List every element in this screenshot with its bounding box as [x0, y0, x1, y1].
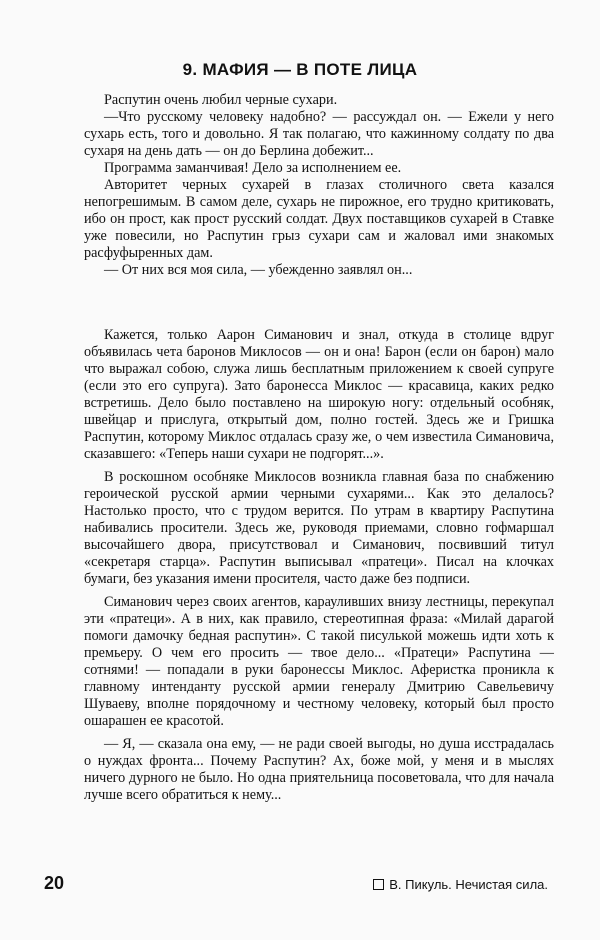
chapter-title: 9. МАФИЯ — В ПОТЕ ЛИЦА	[182, 60, 418, 79]
epigraph-paragraph: — От них вся моя сила, — убежденно заявлял он...	[104, 262, 413, 278]
epigraph-section	[84, 92, 554, 279]
epigraph-paragraph: Программа заманчивая! Дело за исполнением ее.	[104, 160, 402, 176]
epigraph-paragraph: —Что русскому человеку надобно? — рассуждал он. — Ежели у него сухарь есть, того и довольно. Я так полагаю, что кажинному солдату по два сухаря на день дать — он до Берлина добежит...	[84, 109, 554, 159]
book-title: В. Пикуль. Нечистая сила.	[389, 877, 548, 892]
epigraph-paragraph: Авторитет черных сухарей в глазах столичного света казался непогрешимым. В самом деле, сухарь не пирожное, его трудно критиковать, ибо он прост, как прост русский солдат. Двух поставщиков сухарей в Ставке уже повесили, но Распутин грыз сухари сам и жаловал ими знакомых расфуфыренных дам.	[84, 177, 554, 261]
page-number: 20	[44, 873, 65, 893]
running-footer	[373, 877, 548, 892]
body-paragraph: — Я, — сказала она ему, — не ради своей выгоды, но душа исстрадалась о нуждах фронта... Почему Распутин? Ах, боже мой, у меня и в мыслях ничего дурного не было. Но одна приятельница посоветовала, что для начала лучше всего обратиться к нему...	[84, 736, 554, 803]
body-paragraph: Кажется, только Аарон Симанович и знал, откуда в столице вдруг объявилась чета баронов Миклосов — он и она! Барон (если он барон) мало что выражал собою, служа лишь бесплатным приложением к своей супруге (если это его супруга). Зато баронесса Миклос — красавица, каких редко встретишь. Дело было поставлено на широкую ногу: отдельный особняк, швейцар и прислуга, открытый дом, полно гостей. Здесь же и Гришка Распутин, которому Миклос отдалась сразу же, о чем известила Симановича, сказавшего: «Теперь наши сухари не подгорят...».	[84, 327, 554, 462]
epigraph-paragraph: Распутин очень любил черные сухари.	[104, 92, 338, 108]
main-text	[84, 327, 554, 804]
body-paragraph: В роскошном особняке Миклосов возникла главная база по снабжению героической русской армии черными сухарями... Как это делалось? Настолько просто, что с трудом верится. По утрам в квартиру Распутина набивались просители. Здесь же, руководя приемами, словно гофмаршал высочайшего двора, присутствовал и Симанович, посвивший титул «секретаря старца». Распутин выписывал «пратеци». Писал на клочках бумаги, без указания имени просителя, часто даже без подписи.	[84, 469, 554, 587]
square-icon	[373, 879, 384, 890]
body-paragraph: Симанович через своих агентов, карауливших внизу лестницы, перекупал эти «пратеци». А в них, как правило, стереотипная фраза: «Милай дарагой помоги дамочку бедная распутин». С такой писулькой можешь идти хоть к премьеру. О чем его просить — твое дело... «Пратеци» Распутина — сотнями! — попадали в руки баронессы Миклос. Аферистка проникла к главному интенданту русской армии генералу Дмитрию Савельевичу Шуваеву, вполне порядочному и честному человеку, который был просто ошарашен ее красотой.	[84, 594, 554, 729]
